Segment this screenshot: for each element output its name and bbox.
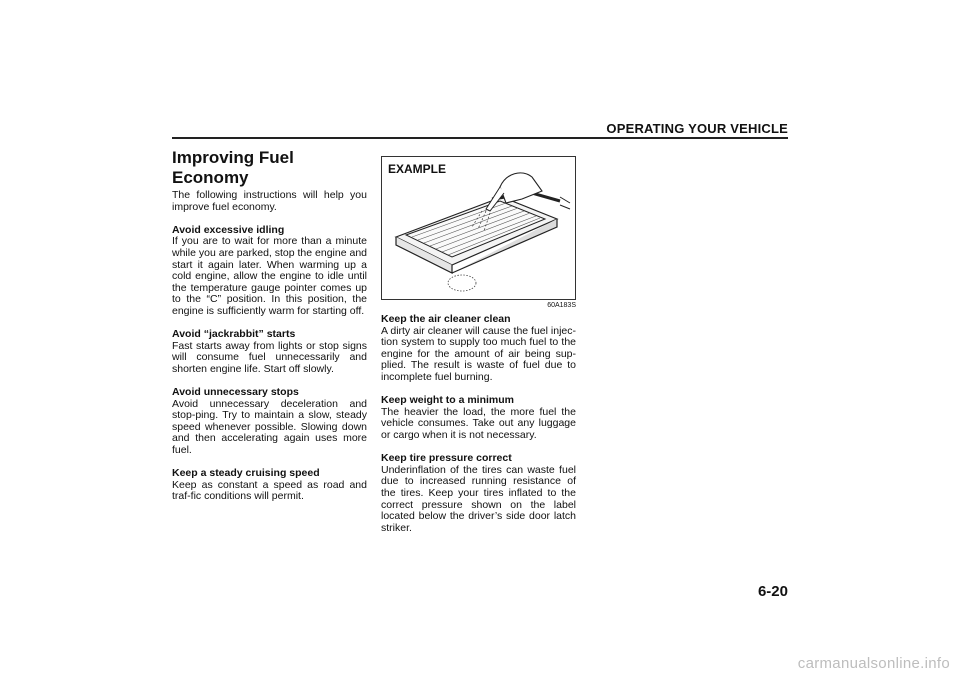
section-tire-pressure <box>381 453 576 534</box>
intro-paragraph: The following instructions will help you improve fuel economy. <box>172 189 367 213</box>
section-stops <box>172 387 367 457</box>
section-body: If you are to wait for more than a minute while you are parked, stop the engine and start it again later. When warming up a cold engine, allow the engine to idle until the temperature gauge pointer comes up to the “C” position. In this position, the engine is sufficiently warm for starting off. <box>172 235 367 317</box>
section-body: Keep as constant a speed as road and traf-fic conditions will permit. <box>172 478 367 503</box>
section-title: Keep a steady cruising speed <box>172 467 320 480</box>
section-header-title: OPERATING YOUR VEHICLE <box>606 121 788 136</box>
section-title: Keep the air cleaner clean <box>381 313 511 325</box>
right-column <box>381 314 576 546</box>
air-cleaner-illustration <box>381 156 576 300</box>
section-title: Avoid excessive idling <box>172 223 285 236</box>
page-number: 6-20 <box>757 583 788 600</box>
section-title: Avoid unnecessary stops <box>172 386 299 399</box>
left-column <box>172 148 367 515</box>
section-air-cleaner <box>381 314 576 384</box>
section-weight <box>381 395 576 441</box>
section-body: Underinflation of the tires can waste fuel due to increased running resistance of the tires. Keep your tires inflated to the correct pressure shown on the label located below the driver’s side door latch striker. <box>381 463 576 534</box>
watermark: carmanualsonline.info <box>797 655 950 672</box>
section-title: Keep tire pressure correct <box>381 452 512 465</box>
section-body: The heavier the load, the more fuel the vehicle consumes. Take out any luggage or cargo when it is not necessary. <box>381 405 576 441</box>
section-jackrabbit <box>172 329 367 375</box>
header-divider <box>172 137 788 139</box>
section-cruising <box>172 468 367 503</box>
page-heading: Improving Fuel Economy <box>172 148 294 187</box>
section-title: Avoid “jackrabbit” starts <box>172 328 296 341</box>
section-title: Keep weight to a minimum <box>381 394 515 407</box>
air-filter-drawing <box>382 157 577 301</box>
section-body: Fast starts away from lights or stop signs will consume fuel unnecessarily and shorten engine life. Start off slowly. <box>172 339 367 375</box>
section-body: Avoid unnecessary deceleration and stop-ping. Try to maintain a slow, steady speed whenever possible. Slowing down and then accelerating again uses more fuel. <box>172 397 367 457</box>
section-idling <box>172 225 367 318</box>
figure-code: 60A183S <box>547 302 576 309</box>
figure-label: EXAMPLE <box>388 162 447 176</box>
section-body: A dirty air cleaner will cause the fuel injec-tion system to supply too much fuel to the engine for the amount of air being sup-plied. The result is waste of fuel due to incomplete fuel burning. <box>381 324 576 383</box>
